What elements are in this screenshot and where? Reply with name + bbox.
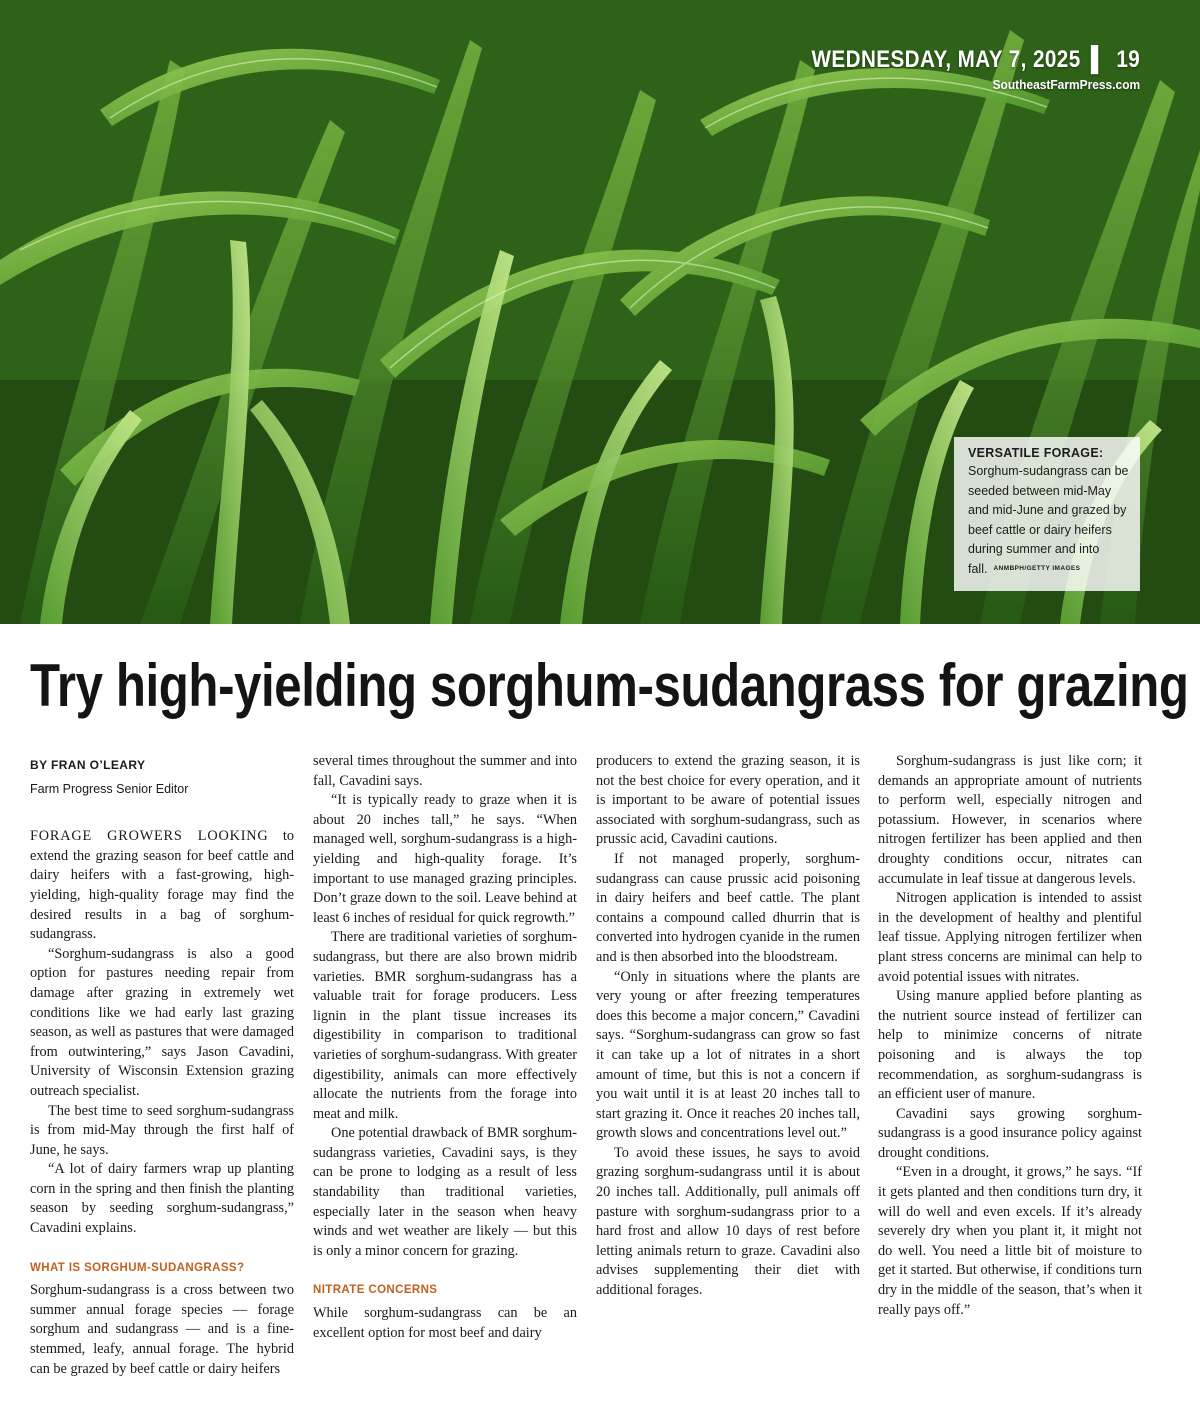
- subhead-what-is: WHAT IS SORGHUM-SUDANGRASS?: [30, 1261, 245, 1274]
- article-column-3: [596, 752, 860, 1301]
- paragraph: One potential drawback of BMR sorghum-sudangrass varieties, Cavadini says, is they can be prone to lodging as a result of less standability than traditional varieties, especially later in the season when heavy winds and wet weather are likely — but this is only a minor concern for grazing.: [313, 1125, 577, 1259]
- paragraph: Nitrogen application is intended to assist in the development of healthy and plentiful leaf tissue. Applying nitrogen fertilizer when plant stress concerns are minimal can help to avoid potential issues with nitrates.: [878, 890, 1142, 985]
- paragraph: Using manure applied before planting as the nutrient source instead of fertilizer can help to minimize concerns of nitrate poisoning and is always the top recommendation, as sorghum-sudangrass is an efficient user of manure.: [878, 988, 1142, 1103]
- lead-paragraph: [30, 827, 294, 945]
- hero-photo: [0, 0, 1200, 624]
- photo-credit: ANMBPH/GETTY IMAGES: [993, 564, 1081, 572]
- page-number: 19: [1116, 46, 1140, 73]
- paragraph: several times throughout the summer and into fall, Cavadini says.: [313, 753, 577, 789]
- paragraph: “Even in a drought, it grows,” he says. “If it gets planted and then conditions turn dry, it will do well and even excels. If it’s already severely dry when you plant it, it might not do well. You need a little bit of moisture to get it started. But otherwise, if conditions turn dry in the middle of the season, that’s when it really pays off.”: [878, 1164, 1142, 1318]
- lead-caps: FORAGE GROWERS LOOKING: [30, 828, 269, 845]
- paragraph: “Only in situations where the plants are very young or after freezing temperatures does this become a major concern,” Cavadini says. “Sorghum-sudangrass can grow so fast it can take up a lot of nitrates in a short amount of time, but this is not a concern if you wait until it is at least 20 inches tall to start grazing it. Once it reaches 20 inches tall, growth slows and concentrations level out.”: [596, 968, 860, 1142]
- byline: BY FRAN O’LEARY: [30, 758, 146, 772]
- page-separator: ▌: [1090, 46, 1106, 73]
- article-column-4: [878, 752, 1142, 1320]
- paragraph: producers to extend the grazing season, it is not the best choice for every operation, and it is important to be aware of potential issues associated with sorghum-sudangrass, such as prussic acid, Cavadini cautions.: [596, 753, 860, 848]
- paragraph: The best time to seed sorghum-sudangrass is from mid-May through the first half of June, he says.: [30, 1102, 294, 1158]
- page-dateline: [758, 46, 1140, 92]
- caption-label: VERSATILE FORAGE:: [968, 446, 1104, 460]
- paragraph: If not managed properly, sorghum-sudangrass can cause prussic acid poisoning in dairy heifers and beef cattle. The plant contains a compound called dhurrin that is converted into hydrogen cyanide in the rumen and is then absorbed into the bloodstream.: [596, 850, 860, 965]
- website-url: SoutheastFarmPress.com: [992, 77, 1140, 92]
- paragraph: “Sorghum-sudangrass is also a good option for pastures needing repair from damage after grazing in extremely wet conditions like we had early last grazing season, as well as pastures that were damaged from outwintering,” says Jason Cavadini, University of Wisconsin Extension grazing outreach specialist.: [30, 945, 294, 1099]
- lead-text: to extend the grazing season for beef cattle and dairy heifers with a fast-growing, high-yielding, high-quality forage may find the desired results in a bag of sorghum-sudangrass.: [30, 828, 294, 943]
- paragraph: Cavadini says growing sorghum-sudangrass is a good insurance policy against drought conditions.: [878, 1105, 1142, 1161]
- paragraph: There are traditional varieties of sorghum-sudangrass, but there are also brown midrib varieties. BMR sorghum-sudangrass has a valuable trait for forage producers. Less lignin in the plant tissue increases its digestibility in comparison to traditional varieties of sorghum-sudangrass. With greater digestibility, animals can more effectively allocate the nutrients from the forage into meat and milk.: [313, 929, 577, 1122]
- paragraph: To avoid these issues, he says to avoid grazing sorghum-sudangrass until it is about 20 inches tall. Additionally, pull animals off pasture with sorghum-sudangrass prior to a hard frost and allow 10 days of rest before letting animals return to graze. Cavadini also advises supplementing their diet with additional forages.: [596, 1144, 860, 1299]
- photo-caption: [954, 437, 1140, 591]
- article-column-1: [30, 752, 294, 1379]
- author-role: Farm Progress Senior Editor: [30, 781, 189, 796]
- paragraph: While sorghum-sudangrass can be an excellent option for most beef and dairy: [313, 1305, 577, 1341]
- article-headline: Try high-yielding sorghum-sudangrass for grazing: [30, 652, 1189, 719]
- caption-text: Sorghum-sudangrass can be seeded between mid-May and mid-June and grazed by beef cattle or dairy heifers during summer and into fall.: [968, 464, 1129, 576]
- paragraph: “A lot of dairy farmers wrap up planting corn in the spring and then finish the planting season by seeding sorghum-sudangrass,” Cavadini explains.: [30, 1161, 294, 1237]
- issue-date: WEDNESDAY, MAY 7, 2025: [811, 46, 1081, 73]
- paragraph: Sorghum-sudangrass is just like corn; it demands an appropriate amount of nutrients to perform well, especially nitrogen and potassium. However, in scenarios where nitrogen fertilizer has been applied and then droughty conditions occur, nitrates can accumulate in leaf tissue at dangerous levels.: [878, 753, 1142, 887]
- date-and-page-number: [811, 46, 1140, 74]
- paragraph: Sorghum-sudangrass is a cross between two summer annual forage species — forage sorghum and sudangrass — and is a fine-stemmed, leafy, annual forage. The hybrid can be grazed by beef cattle or dairy heifers: [30, 1282, 294, 1377]
- subhead-nitrate-concerns: NITRATE CONCERNS: [313, 1284, 438, 1297]
- paragraph: “It is typically ready to graze when it is about 20 inches tall,” he says. “When managed well, sorghum-sudangrass is a high-yielding and high-quality forage. It’s important to use managed grazing principles. Don’t graze down to the soil. Leave behind at least 6 inches of residual for quick regrowth.”: [313, 792, 577, 926]
- article-column-2: [313, 752, 577, 1343]
